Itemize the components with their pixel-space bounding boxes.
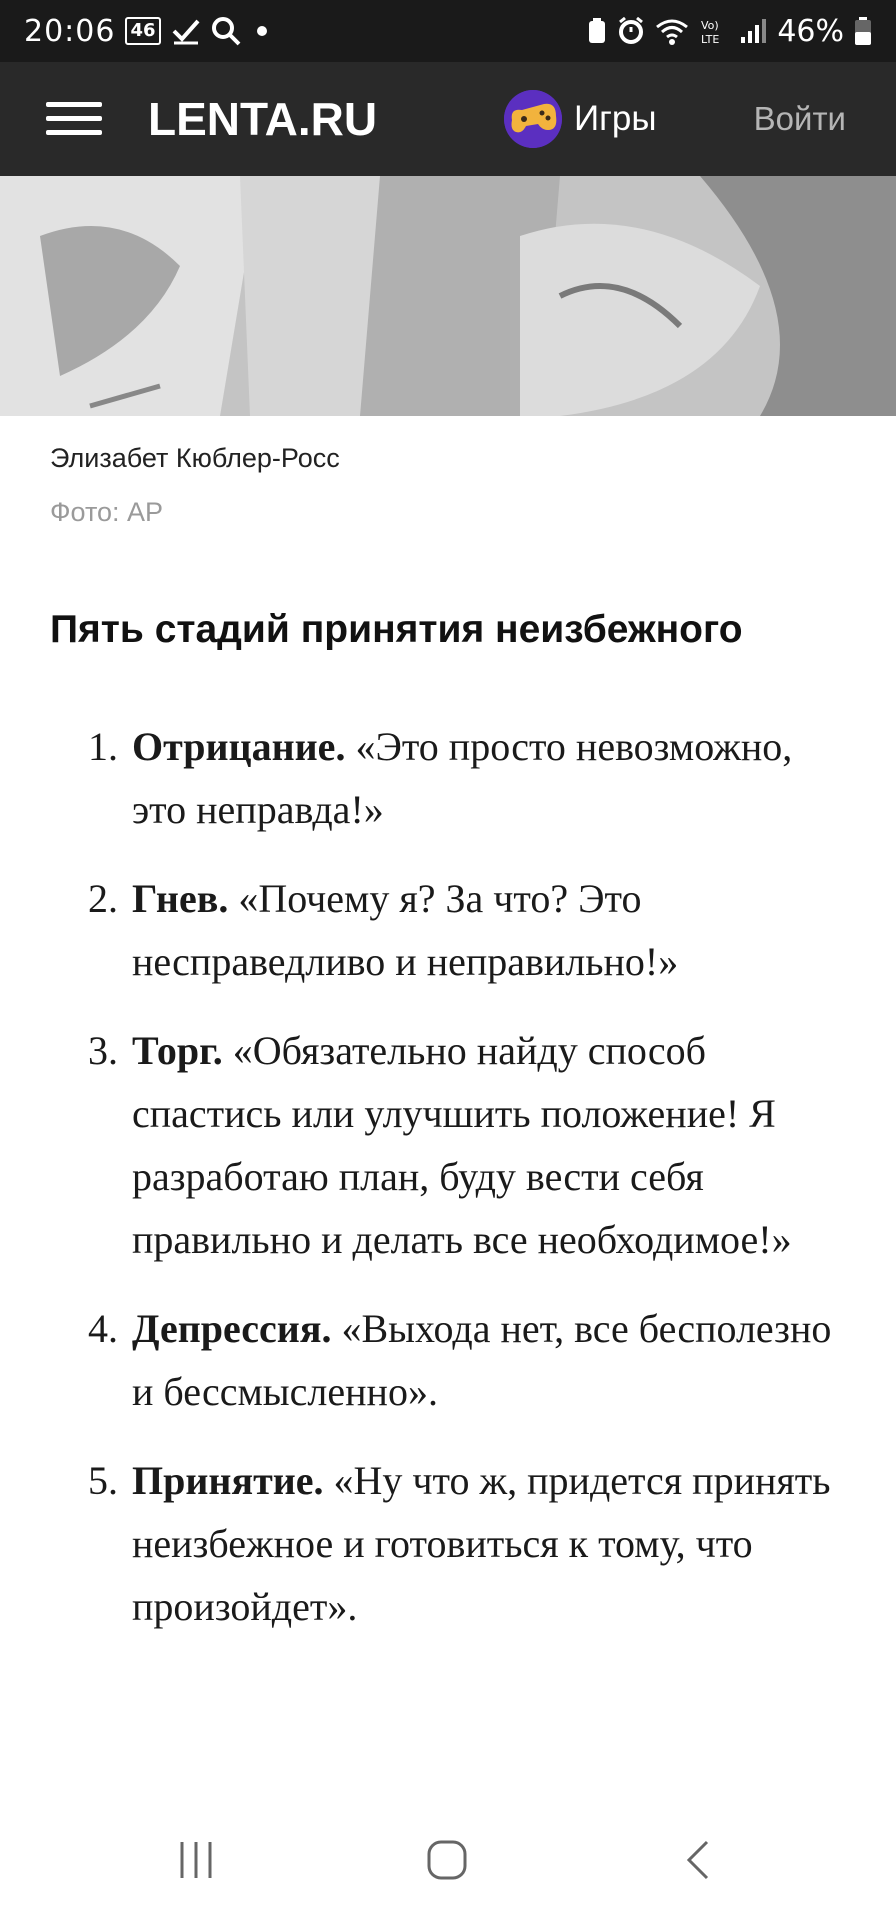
stage-term: Гнев. — [132, 876, 229, 921]
list-item — [0, 867, 896, 993]
stage-term: Отрицание. — [132, 724, 346, 769]
list-item-number: 4. — [88, 1306, 118, 1351]
stage-term: Депрессия. — [132, 1306, 332, 1351]
stage-quote: «Почему я? За что? Это несправедливо и неправильно!» — [132, 876, 679, 984]
svg-text:Vo): Vo) — [701, 19, 720, 32]
battery-percent: 46% — [777, 13, 844, 49]
photo-credit: Фото: AP — [50, 497, 164, 527]
search-icon — [211, 16, 241, 46]
stage-term: Торг. — [132, 1028, 223, 1073]
status-time: 20:06 — [24, 13, 116, 49]
notification-dot-icon — [257, 26, 267, 36]
list-item — [0, 1297, 896, 1423]
stage-term: Принятие. — [132, 1458, 324, 1503]
lte-icon — [699, 17, 729, 45]
stage-quote: «Выхода нет, все бесполезно и бессмысленно». — [132, 1306, 832, 1414]
status-bar — [0, 0, 896, 62]
login-button[interactable]: Войти — [753, 100, 846, 137]
games-label: Игры — [574, 99, 657, 138]
battery-saver-icon — [587, 17, 607, 45]
games-link[interactable] — [504, 90, 657, 148]
stages-list — [0, 715, 896, 1664]
back-icon[interactable] — [658, 1830, 738, 1890]
list-item — [0, 1449, 896, 1638]
stage-quote: «Ну что ж, придется принять неизбежное и готовиться к тому, что произойдет». — [132, 1458, 831, 1629]
check-icon — [171, 17, 201, 45]
menu-icon[interactable] — [46, 102, 102, 136]
svg-text:LTE: LTE — [701, 33, 720, 45]
section-heading: Пять стадий принятия неизбежного — [50, 608, 743, 651]
stage-quote: «Это просто невозможно, это неправда!» — [132, 724, 793, 832]
wifi-icon — [655, 17, 689, 45]
recent-apps-icon[interactable] — [156, 1830, 236, 1890]
alarm-icon — [617, 17, 645, 45]
photo-caption: Элизабет Кюблер-Росс — [50, 443, 340, 473]
article-photo — [0, 176, 896, 416]
site-logo[interactable]: LENTA.RU — [148, 93, 378, 145]
list-item-number: 5. — [88, 1458, 118, 1503]
list-item — [0, 715, 896, 841]
games-icon — [504, 90, 562, 148]
battery-icon — [854, 16, 872, 46]
signal-icon — [739, 17, 767, 45]
network-badge: 46 — [125, 17, 160, 45]
list-item — [0, 1019, 896, 1271]
stage-quote: «Обязательно найду способ спастись или улучшить положение! Я разработаю план, буду вести себя правильно и делать все необходимое!» — [132, 1028, 792, 1262]
list-item-number: 2. — [88, 876, 118, 921]
list-item-number: 3. — [88, 1028, 118, 1073]
site-header — [0, 62, 896, 176]
home-icon[interactable] — [407, 1830, 487, 1890]
list-item-number: 1. — [88, 724, 118, 769]
system-nav-bar — [0, 1800, 896, 1920]
